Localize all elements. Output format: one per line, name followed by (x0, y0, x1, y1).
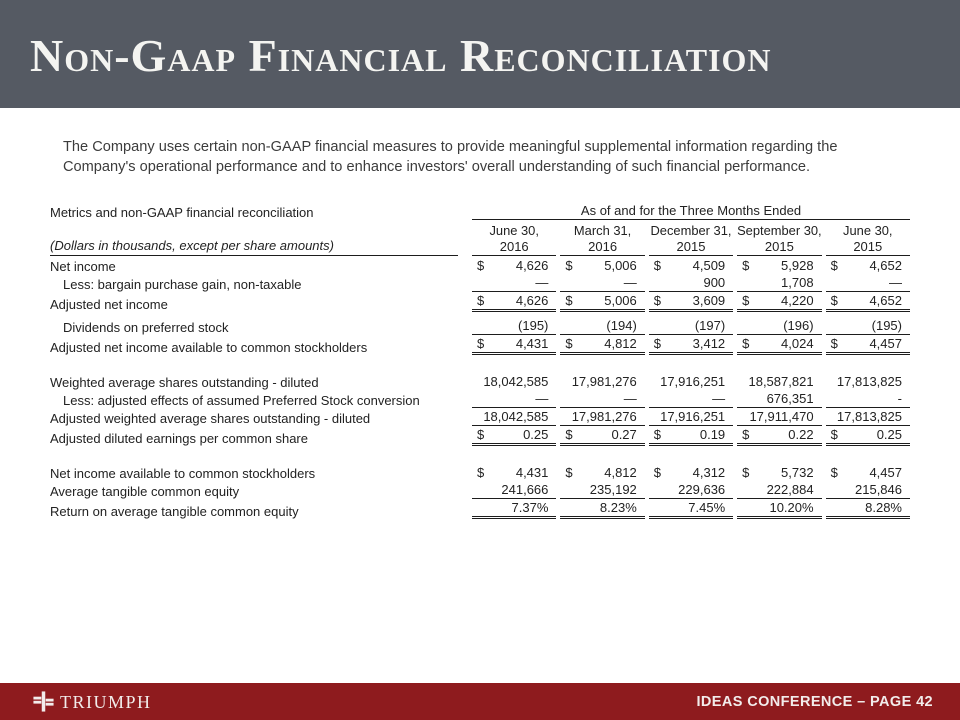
cell-value: 4,509 (692, 258, 726, 273)
cell-value: 17,911,470 (749, 409, 814, 424)
value-cell (647, 390, 735, 408)
row-label: Average tangible common equity (50, 484, 240, 499)
value-cell (735, 390, 823, 408)
currency-symbol: $ (653, 336, 662, 351)
currency-symbol: $ (742, 293, 750, 308)
empty-cell (50, 220, 470, 238)
cell-value: (196) (783, 318, 814, 333)
slide-header (0, 0, 960, 108)
value-cell (647, 335, 735, 355)
value-cell (735, 256, 823, 274)
value-cell (558, 426, 646, 446)
column-date-header: March 31, (573, 223, 632, 238)
value-cell (824, 463, 912, 481)
cell-value: 8.28% (865, 500, 902, 515)
footer-bar (0, 683, 960, 720)
cell-value: 222,884 (766, 482, 814, 497)
cell-value: 17,813,825 (836, 409, 902, 424)
table-row (50, 274, 912, 292)
value-cell (735, 335, 823, 355)
cell-value: 4,312 (692, 465, 726, 480)
value-cell (824, 390, 912, 408)
cell-value: 18,042,585 (483, 374, 549, 389)
value-cell (470, 372, 558, 390)
table-row (50, 372, 912, 390)
row-label: Net income (50, 259, 116, 274)
value-cell (824, 256, 912, 274)
currency-symbol: $ (830, 336, 838, 351)
value-cell (470, 463, 558, 481)
currency-symbol: $ (653, 465, 662, 480)
table-row (50, 317, 912, 335)
cell-value: 5,732 (781, 465, 814, 480)
value-cell (647, 426, 735, 446)
row-label: Return on average tangible common equity (50, 504, 299, 519)
cell-value: (197) (694, 318, 726, 333)
value-cell (558, 292, 646, 312)
value-cell (824, 426, 912, 446)
cell-value: — (712, 391, 726, 406)
cell-value: - (897, 391, 902, 406)
cell-value: 18,042,585 (483, 409, 549, 424)
cell-value: 17,916,251 (660, 409, 726, 424)
row-label: Adjusted diluted earnings per common share (50, 431, 308, 446)
cell-value: 8.23% (599, 500, 637, 515)
currency-symbol: $ (477, 336, 485, 351)
cell-value: 4,431 (515, 336, 549, 351)
spacer-row (50, 446, 912, 463)
cell-value: 241,666 (501, 482, 549, 497)
cell-value: 0.19 (699, 427, 726, 442)
currency-symbol: $ (477, 427, 485, 442)
currency-symbol: $ (742, 465, 750, 480)
value-cell (647, 256, 735, 274)
cell-value: 17,813,825 (836, 374, 902, 389)
cell-value: 5,928 (781, 258, 814, 273)
value-cell (470, 335, 558, 355)
column-date-header: June 30, (489, 223, 539, 238)
row-label: Less: adjusted effects of assumed Preferred Stock conversion (63, 393, 420, 408)
units-note-cell (50, 238, 470, 256)
currency-symbol: $ (653, 293, 662, 308)
cell-value: 215,846 (855, 482, 902, 497)
cell-value: 4,457 (869, 336, 902, 351)
brand-name: TRIUMPH (60, 691, 152, 712)
currency-symbol: $ (565, 427, 573, 442)
table-row (50, 463, 912, 481)
row-label: Adjusted net income available to common stockholders (50, 340, 368, 355)
cell-value: 5,006 (604, 293, 637, 308)
column-year-header: 2015 (735, 238, 823, 256)
value-cell (470, 256, 558, 274)
cell-value: — (623, 275, 637, 290)
table-row (50, 408, 912, 426)
value-cell (735, 317, 823, 335)
cell-value: 4,431 (515, 465, 549, 480)
cell-value: 235,192 (589, 482, 637, 497)
value-cell (824, 317, 912, 335)
column-date-header: September 30, (737, 223, 822, 238)
row-label: Adjusted net income (50, 297, 168, 312)
cell-value: — (889, 275, 902, 290)
cell-value: 4,626 (515, 293, 549, 308)
currency-symbol: $ (653, 258, 662, 273)
value-cell (735, 274, 823, 292)
cell-value: 4,652 (869, 293, 902, 308)
value-cell (647, 499, 735, 519)
value-cell (470, 499, 558, 519)
cell-value: 0.27 (611, 427, 637, 442)
value-cell (470, 274, 558, 292)
cell-value: (194) (606, 318, 637, 333)
cell-value: 676,351 (766, 391, 814, 406)
currency-symbol: $ (477, 465, 485, 480)
triumph-cross-icon (33, 691, 54, 712)
currency-symbol: $ (565, 258, 573, 273)
cell-value: 229,636 (678, 482, 726, 497)
currency-symbol: $ (742, 258, 750, 273)
value-cell (558, 390, 646, 408)
cell-value: 10.20% (769, 500, 814, 515)
currency-symbol: $ (565, 465, 573, 480)
value-cell (735, 408, 823, 426)
column-date-header: December 31, (650, 223, 732, 238)
currency-symbol: $ (830, 293, 838, 308)
cell-value: 7.45% (688, 500, 726, 515)
triumph-logo (33, 691, 152, 712)
row-label: Weighted average shares outstanding - diluted (50, 375, 319, 390)
table-row (50, 292, 912, 312)
column-year-header: 2016 (470, 238, 558, 256)
value-cell (558, 499, 646, 519)
cell-value: 0.22 (788, 427, 814, 442)
currency-symbol: $ (742, 427, 750, 442)
value-cell (824, 335, 912, 355)
value-cell (647, 372, 735, 390)
currency-symbol: $ (477, 258, 485, 273)
row-label: Adjusted weighted average shares outstanding - diluted (50, 411, 371, 426)
cell-value: 18,587,821 (748, 374, 814, 389)
cell-value: 4,220 (781, 293, 814, 308)
table-row (50, 499, 912, 519)
cell-value: 4,457 (869, 465, 902, 480)
page-title: Non-Gaap Financial Reconciliation (30, 30, 772, 81)
cell-value: 4,024 (781, 336, 814, 351)
value-cell (647, 408, 735, 426)
spacer-row (50, 355, 912, 372)
value-cell (647, 463, 735, 481)
cell-value: 0.25 (876, 427, 902, 442)
value-cell (735, 426, 823, 446)
cell-value: 4,652 (869, 258, 902, 273)
value-cell (470, 408, 558, 426)
cell-value: 4,626 (515, 258, 549, 273)
value-cell (824, 481, 912, 499)
cell-value: 4,812 (604, 336, 637, 351)
value-cell (470, 292, 558, 312)
cell-value: — (535, 391, 549, 406)
value-cell (824, 499, 912, 519)
cell-value: 4,812 (604, 465, 637, 480)
footer-page-label: IDEAS CONFERENCE – PAGE 42 (696, 693, 933, 710)
value-cell (735, 372, 823, 390)
currency-symbol: $ (653, 427, 662, 442)
value-cell (558, 274, 646, 292)
currency-symbol: $ (565, 293, 573, 308)
cell-value: 3,609 (692, 293, 726, 308)
table-row (50, 335, 912, 355)
cell-value: 3,412 (692, 336, 726, 351)
table-left-header: Metrics and non-GAAP financial reconciliation (50, 205, 314, 220)
intro-paragraph: The Company uses certain non-GAAP financial measures to provide meaningful supplemental information regarding the Company's operational performance and to enhance investors' overall understanding of such financial performance. (63, 139, 838, 175)
value-cell (558, 463, 646, 481)
table-date-row (50, 220, 912, 238)
table-row (50, 426, 912, 446)
units-note: (Dollars in thousands, except per share amounts) (50, 238, 458, 256)
cell-value: (195) (871, 318, 902, 333)
value-cell (735, 481, 823, 499)
column-date-header: June 30, (843, 223, 893, 238)
value-cell (735, 463, 823, 481)
cell-value: 1,708 (781, 275, 814, 290)
value-cell (647, 481, 735, 499)
value-cell (558, 317, 646, 335)
value-cell (647, 317, 735, 335)
cell-value: (195) (518, 318, 549, 333)
row-label: Less: bargain purchase gain, non-taxable (63, 277, 302, 292)
value-cell (735, 499, 823, 519)
currency-symbol: $ (830, 465, 838, 480)
column-year-header: 2015 (824, 238, 912, 256)
currency-symbol: $ (830, 258, 838, 273)
reconciliation-table (50, 202, 912, 519)
value-cell (470, 426, 558, 446)
value-cell (824, 292, 912, 312)
value-cell (647, 274, 735, 292)
value-cell (558, 256, 646, 274)
value-cell (470, 317, 558, 335)
cell-value: 900 (703, 275, 726, 290)
value-cell (824, 372, 912, 390)
cell-value: — (623, 391, 637, 406)
column-year-header: 2015 (647, 238, 735, 256)
span-header-cell (470, 202, 912, 220)
reconciliation-table-wrap (50, 202, 912, 519)
currency-symbol: $ (565, 336, 573, 351)
value-cell (558, 335, 646, 355)
value-cell (470, 481, 558, 499)
currency-symbol: $ (830, 427, 838, 442)
table-row (50, 481, 912, 499)
table-row (50, 256, 912, 274)
row-label: Dividends on preferred stock (63, 320, 229, 335)
value-cell (824, 408, 912, 426)
table-row (50, 390, 912, 408)
cell-value: — (535, 275, 549, 290)
value-cell (558, 408, 646, 426)
cell-value: 5,006 (604, 258, 637, 273)
span-header-label: As of and for the Three Months Ended (472, 203, 910, 220)
table-year-row (50, 238, 912, 256)
value-cell (558, 372, 646, 390)
value-cell (647, 292, 735, 312)
cell-value: 17,916,251 (660, 374, 726, 389)
cell-value: 0.25 (523, 427, 549, 442)
column-year-header: 2016 (558, 238, 646, 256)
currency-symbol: $ (742, 336, 750, 351)
cell-value: 17,981,276 (571, 374, 637, 389)
currency-symbol: $ (477, 293, 485, 308)
table-span-header-row (50, 202, 912, 220)
row-label: Net income available to common stockholders (50, 466, 316, 481)
value-cell (470, 390, 558, 408)
cell-value: 17,981,276 (571, 409, 637, 424)
value-cell (735, 292, 823, 312)
value-cell (824, 274, 912, 292)
cell-value: 7.37% (511, 500, 549, 515)
value-cell (558, 481, 646, 499)
